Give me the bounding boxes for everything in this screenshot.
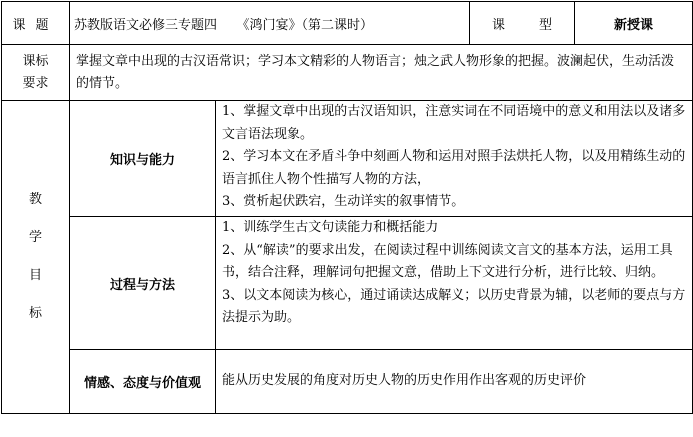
requirements-row — [2, 45, 693, 101]
objectives-label-char: 学 — [28, 230, 42, 245]
process-item: 1、训练学生古文句读能力和概括能力 — [222, 220, 439, 235]
knowledge-item: 1、掌握文章中出现的古汉语知识，注意实词在不同语境中的意义和用法以及诸多文言语法现象。 — [222, 104, 686, 142]
knowledge-item: 3、赏析起伏跌宕，生动详实的叙事情节。 — [222, 194, 465, 209]
objective-emotion-row — [2, 350, 693, 414]
objectives-label-char: 教 — [28, 192, 42, 207]
lesson-type-label-a: 课 — [492, 17, 506, 33]
course-title-value: 苏教版语文必修三专题四 《鸿门宴》（第二课时） — [70, 2, 470, 45]
lesson-type-label-b: 型 — [539, 17, 553, 33]
process-label: 过程与方法 — [70, 217, 216, 350]
requirements-label-line1: 课标 — [22, 53, 49, 69]
objective-knowledge-row — [2, 101, 693, 217]
requirements-label — [2, 45, 70, 101]
emotion-content: 能从历史发展的角度对历史人物的历史作用作出客观的历史评价 — [216, 350, 693, 414]
knowledge-item: 2、学习本文在矛盾斗争中刻画人物和运用对照手法烘托人物，以及用精练生动的语言抓住人物个性描写人物的方法， — [222, 149, 686, 187]
knowledge-label: 知识与能力 — [70, 101, 216, 217]
requirements-text: 掌握文章中出现的古汉语常识；学习本文精彩的人物语言；烛之武人物形象的把握。波澜起伏，生动活泼的情节。 — [70, 45, 693, 101]
process-item: 2、从“解读”的要求出发，在阅读过程中训练阅读文言文的基本方法，运用工具书，结合注释，理解词句把握文意，借助上下文进行分析，进行比较、归纳。 — [222, 242, 673, 280]
process-content — [216, 217, 693, 350]
objectives-label — [2, 101, 70, 414]
process-item: 3、以文本阅读为核心，通过诵读达成解义；以历史背景为辅，以老师的要点与方法提示为助。 — [222, 287, 686, 325]
lesson-type-label — [470, 2, 575, 45]
course-title-label: 课题 — [2, 2, 70, 45]
objectives-label-char: 标 — [28, 306, 42, 321]
lesson-plan-table — [1, 1, 693, 414]
emotion-label: 情感、态度与价值观 — [70, 350, 216, 414]
lesson-type-value: 新授课 — [575, 2, 693, 45]
header-row — [2, 2, 693, 45]
knowledge-content — [216, 101, 693, 217]
requirements-label-line2: 要求 — [22, 75, 49, 91]
objective-process-row — [2, 217, 693, 350]
objectives-label-char: 目 — [28, 268, 42, 283]
